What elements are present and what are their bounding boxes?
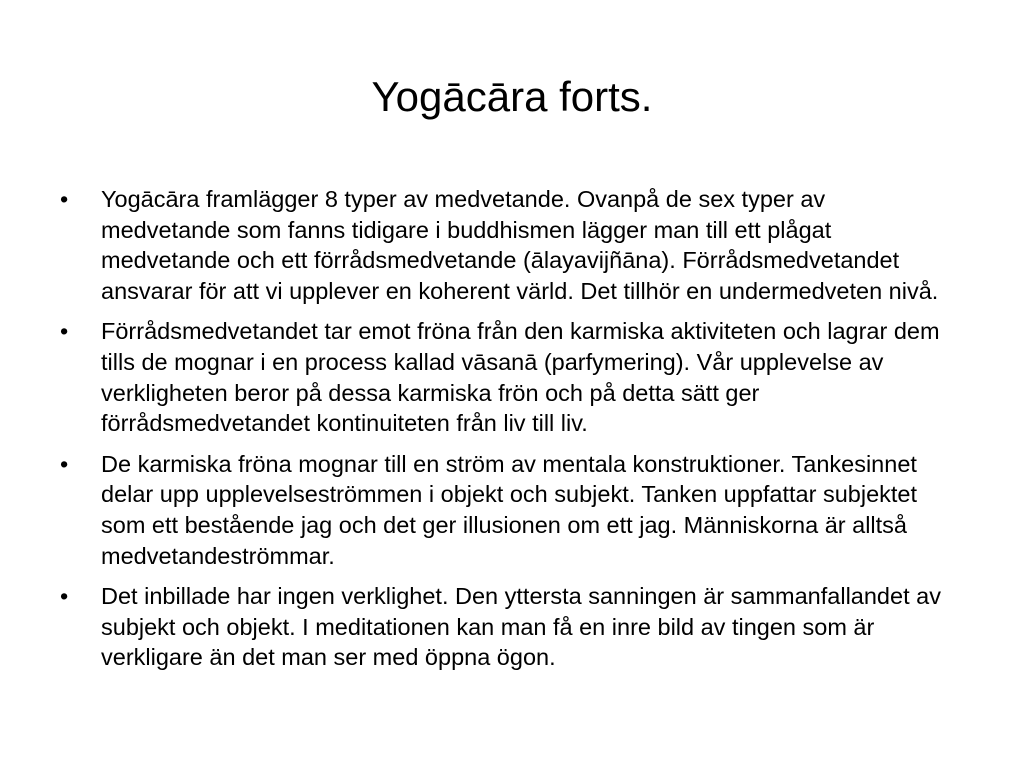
bullet-marker: •: [60, 186, 69, 212]
bullet-text: Det inbillade har ingen verklighet. Den yttersta sanningen är sammanfallandet av subjekt och objekt. I meditationen kan man få en inre bild av tingen som är verkligare än det man ser med öppna ögon.: [101, 583, 941, 671]
bullet-item: [60, 184, 960, 306]
slide-title: Yogācāra forts.: [371, 73, 653, 120]
bullet-marker: •: [60, 450, 69, 477]
bullet-text: De karmiska fröna mognar till en ström av mentala konstruktioner. Tankesinnet delar upp upplevelseströmmen i objekt och subjekt. Tanken uppfattar subjektet som ett bestående jag och det ger illusionen om ett jag. Människorna är alltså medvetandeströmmar.: [101, 450, 918, 569]
bullet-marker: •: [60, 318, 69, 345]
bullet-item: [60, 449, 960, 571]
bullet-item: [60, 581, 960, 673]
bullet-marker: •: [60, 583, 69, 610]
bullet-text: Yogācāra framlägger 8 typer av medvetande. Ovanpå de sex typer av medvetande som fanns tidigare i buddhismen lägger man till ett plågat medvetande och ett förrådsmedvetande (ālayavijñāna). Förrådsmedvetandet ansvarar för att vi upplever en koherent värld. Det tillhör en undermedveten nivå.: [101, 186, 939, 304]
bullet-text: Förrådsmedvetandet tar emot fröna från den karmiska aktiviteten och lagrar dem tills de mognar i en process kallad vāsanā (parfymering). Vår upplevelse av verkligheten beror på dessa karmiska frön och på detta sätt ger förrådsmedvetandet kontinuiteten från liv till liv.: [101, 318, 940, 437]
bullet-list: [60, 184, 960, 683]
bullet-item: [60, 316, 960, 438]
